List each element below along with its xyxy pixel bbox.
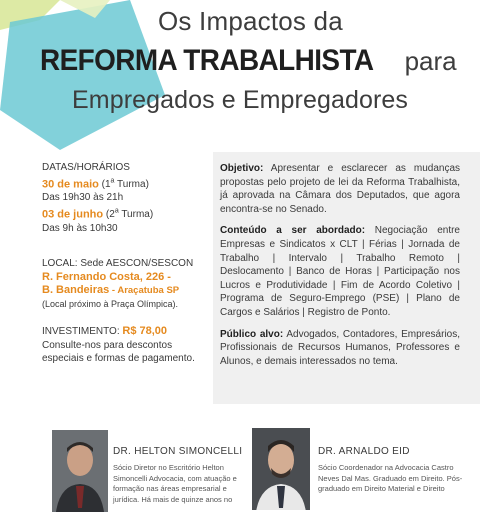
date-2-row	[42, 205, 212, 222]
objective-text: Apresentar e esclarecer as mudanças propostas pelo projeto de lei da Reforma Trabalhista, já aprovada na Câmara dos Deputados, que agora encontra-se no Senado.	[220, 163, 460, 215]
audience-text: Advogados, Contadores, Empresários, Profissionais de Recursos Humanos, Professores e Alunos, e demais interessados no tema.	[220, 328, 460, 367]
title-bold: REFORMA TRABALHISTA	[40, 44, 374, 77]
content-text: Negociação entre Empresas e Sindicatos x CLT | Férias | Jornada de Trabalho | Intervalo | Trabalho Remoto | Deslocamento | Banco de Horas | Participação nos Lucros e Produtividade | Fim de Acordo Coletivo | Programa de Seguro-Emprego (PSE) | Plano de Cargos e Salários | Registro de Ponto.	[220, 225, 460, 318]
time-1: Das 19h30 às 21h	[42, 192, 124, 204]
investment-label: INVESTIMENTO:	[42, 326, 120, 338]
dates-label: DATAS/HORÁRIOS	[42, 162, 130, 173]
title-line-2	[40, 44, 480, 78]
address-city: - Araçatuba SP	[109, 285, 180, 297]
date-1-turma: (1$^a$ Turma)	[101, 177, 149, 190]
date-2: 03 de junho	[42, 208, 104, 221]
objective-label: Objetivo:	[220, 163, 264, 174]
speaker-2-name: DR. ARNALDO EID	[318, 446, 410, 457]
time-2: Das 9h às 10h30	[42, 222, 118, 234]
investment-note: Consulte-nos para descontos especiais e formas de pagamento.	[42, 339, 195, 365]
title-line-1: Os Impactos da	[158, 6, 343, 36]
local-label: LOCAL: Sede AESCON/SESCON	[42, 258, 194, 270]
date-1-row	[42, 175, 212, 192]
address-line-2	[42, 284, 212, 298]
speaker-2-bio: Sócio Coordenador na Advocacia Castro Neves Dal Mas. Graduado em Direito. Pós-graduado em Direito Material e Direito	[318, 463, 463, 493]
title-line-2-rest: para	[404, 46, 457, 76]
local-note: (Local próximo à Praça Olímpica).	[42, 298, 179, 309]
person-silhouette-icon	[252, 428, 310, 510]
title-line-3: Empregados e Empregadores	[72, 86, 409, 114]
content-paragraph	[220, 224, 460, 319]
investment-row	[42, 325, 212, 339]
speaker-1-photo	[52, 430, 108, 512]
speaker-2-photo	[252, 428, 310, 510]
speaker-1-bio: Sócio Diretor no Escritório Helton Simoncelli Advocacia, com atuação e formação nas áreas empresarial e jurídica. Há mais de quinze anos no	[113, 463, 237, 504]
address-line-1: R. Fernando Costa, 226 -	[42, 270, 171, 283]
date-1: 30 de maio	[42, 177, 99, 190]
details-column	[220, 162, 460, 376]
price: R$ 78,00	[122, 325, 168, 338]
address-neighborhood: B. Bandeiras	[42, 284, 110, 297]
audience-paragraph	[220, 328, 460, 369]
person-silhouette-icon	[52, 430, 108, 512]
info-column	[42, 161, 212, 366]
audience-label: Público alvo:	[220, 328, 284, 340]
objective-paragraph	[220, 162, 460, 216]
content-label: Conteúdo a ser abordado:	[220, 225, 366, 237]
speaker-1-name: DR. HELTON SIMONCELLI	[113, 446, 243, 457]
date-2-turma: (2$^a$ Turma)	[105, 207, 154, 221]
